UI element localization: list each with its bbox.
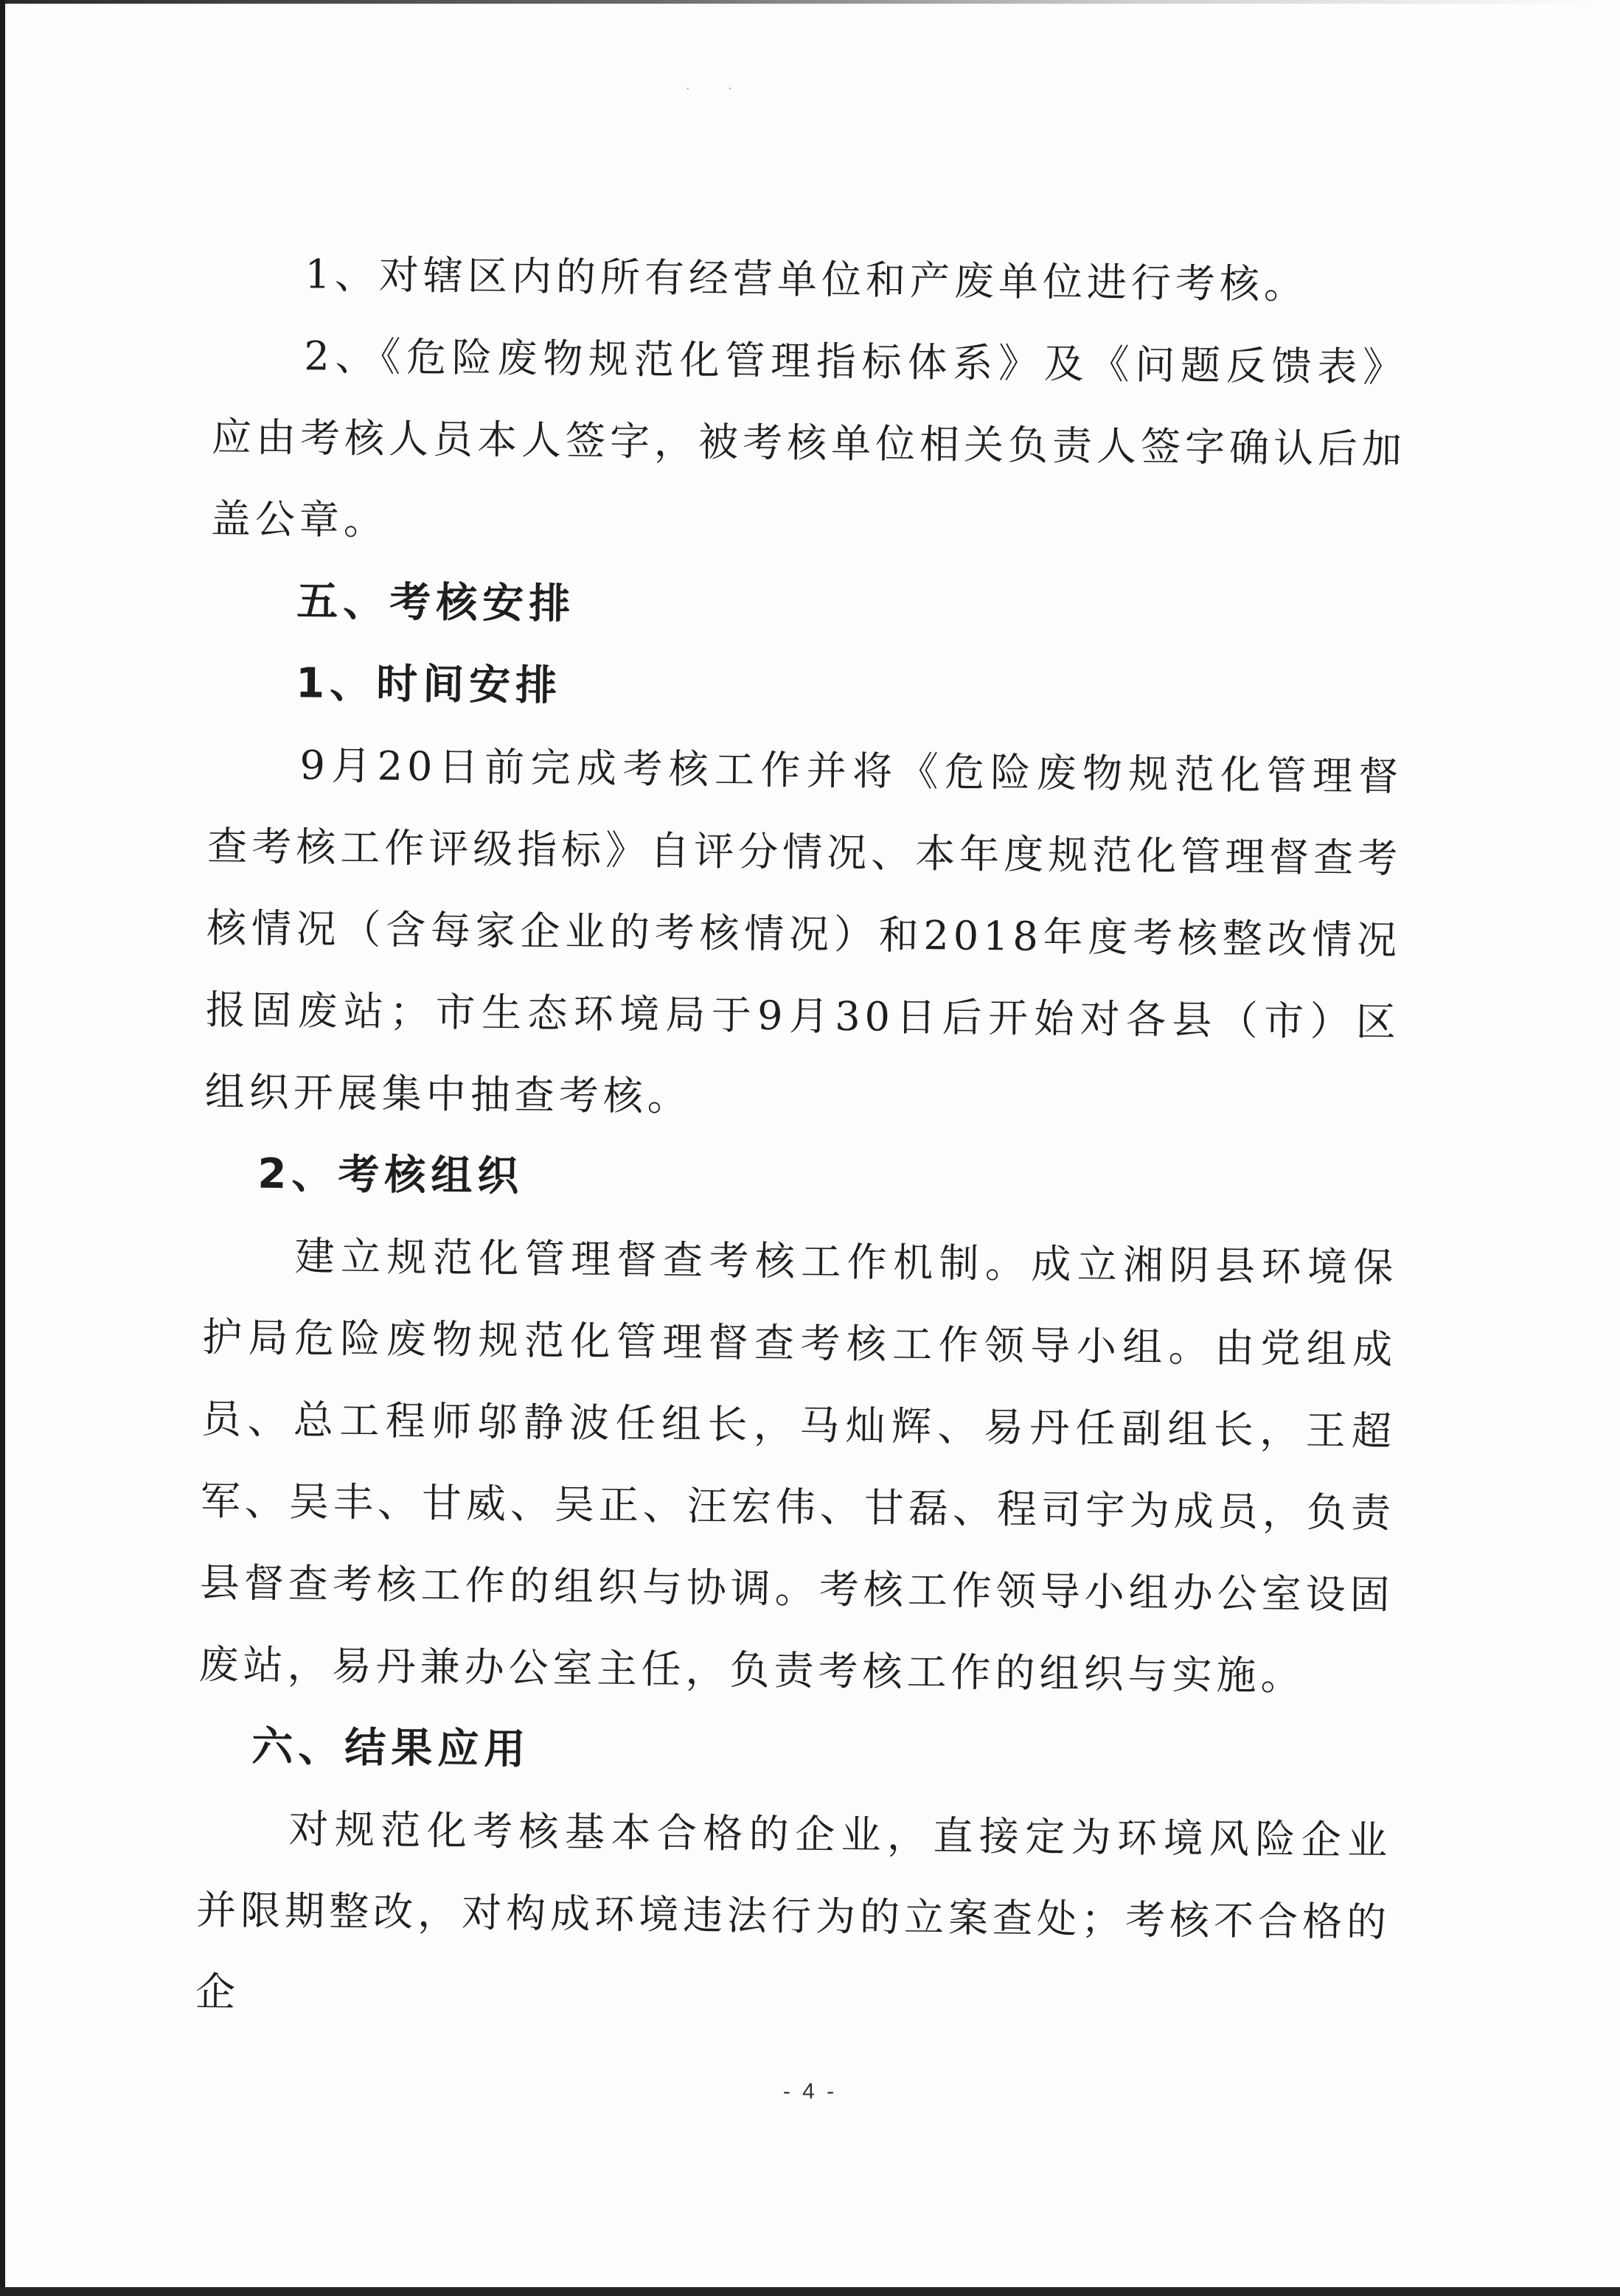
scan-specks: · · bbox=[686, 81, 732, 97]
page-number: - 4 - bbox=[782, 2079, 838, 2104]
organization-paragraph: 建立规范化管理督查考核工作机制。成立湘阴县环境保护局危险废物规范化管理督查考核工作领导小组。由党组成员、总工程师邬静波任组长，马灿辉、易丹任副组长，王超军、吴丰、甘威、吴正、汪宏伟、甘磊、程司宇为成员，负责县督查考核工作的组织与协调。考核工作领导小组办公室设固废站，易丹兼办公室主任，负责考核工作的组织与实施。 bbox=[198, 1233, 1398, 1700]
item-1-paragraph: 1、对辖区内的所有经营单位和产废单位进行考核。 bbox=[305, 251, 1309, 308]
subheading-organization: 2、考核组织 bbox=[257, 1149, 524, 1201]
document-body bbox=[195, 232, 1408, 2045]
scan-edge-top bbox=[0, 0, 1620, 4]
subheading-time-arrangement: 1、时间安排 bbox=[295, 659, 563, 710]
item-2-paragraph: 2、《危险废物规范化管理指标体系》及《问题反馈表》应由考核人员本人签字，被考核单位相关负责人签字确认后加盖公章。 bbox=[210, 333, 1408, 544]
time-arrangement-paragraph: 9月20日前完成考核工作并将《危险废物规范化管理督查考核工作评级指标》自评分情况、本年度规范化管理督查考核情况（含每家企业的考核情况）和2018年度考核整改情况报固废站；市生态环境局于9月30日后开始对各县（市）区组织开展集中抽查考核。 bbox=[204, 742, 1403, 1120]
scan-edge-left bbox=[0, 0, 5, 2296]
scan-edge-bottom bbox=[0, 2287, 1620, 2296]
section-heading-5: 五、考核安排 bbox=[296, 577, 576, 629]
section-heading-6: 六、结果应用 bbox=[251, 1722, 531, 1774]
result-application-paragraph: 对规范化考核基本合格的企业，直接定为环境风险企业并限期整改，对构成环境违法行为的立案查处；考核不合格的企 bbox=[195, 1806, 1392, 2016]
